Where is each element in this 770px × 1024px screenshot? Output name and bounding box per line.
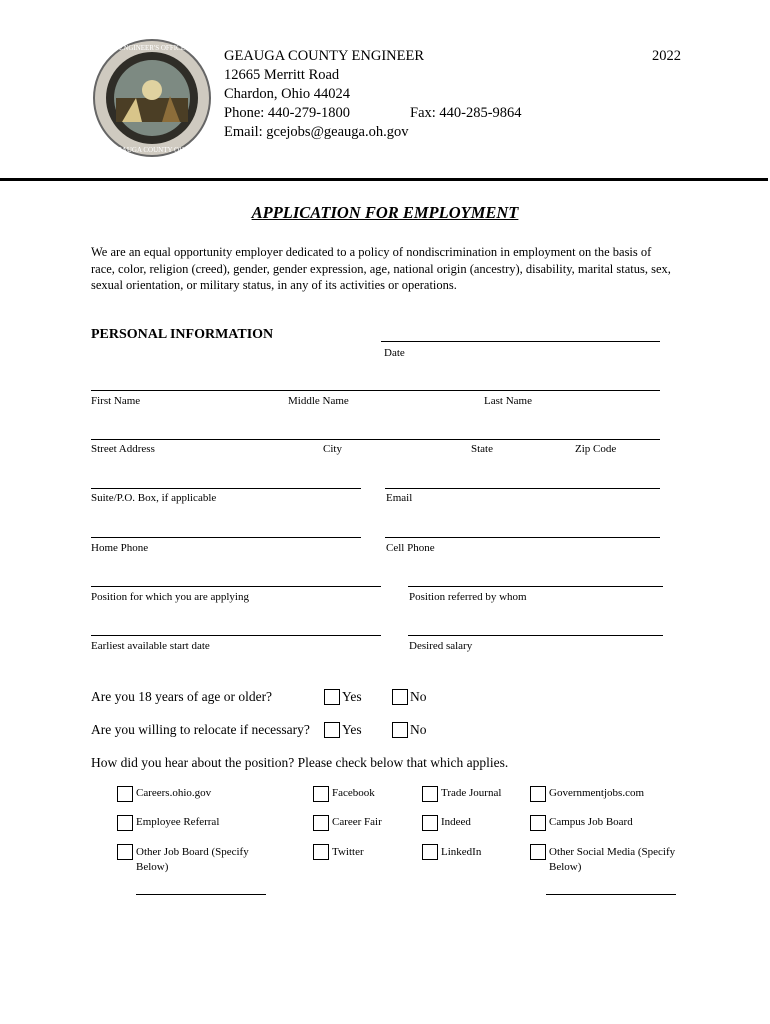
age-no-checkbox[interactable] <box>392 689 408 705</box>
fax-number: Fax: 440-285-9864 <box>410 105 522 121</box>
last-name-label: Last Name <box>484 395 532 407</box>
state-label: State <box>471 443 493 455</box>
facebook-label: Facebook <box>332 787 375 799</box>
email-label: Email <box>386 492 413 504</box>
age-no-label: No <box>410 689 427 704</box>
source-question: How did you hear about the position? Please check below that which applies. <box>91 755 509 770</box>
other-job-board-checkbox[interactable] <box>117 844 133 860</box>
other-job-board-label: Other Job Board (Specify Below) <box>136 846 249 873</box>
employee-referral-checkbox[interactable] <box>117 815 133 831</box>
contact-email: Email: gcejobs@geauga.oh.gov <box>224 124 409 140</box>
other-job-board-specify-line[interactable] <box>136 894 266 895</box>
name-line[interactable] <box>91 390 660 391</box>
position-line[interactable] <box>91 586 381 587</box>
age-yes-checkbox[interactable] <box>324 689 340 705</box>
start-date-line[interactable] <box>91 635 381 636</box>
phone-number: Phone: 440-279-1800 <box>224 105 351 121</box>
career-fair-checkbox[interactable] <box>313 815 329 831</box>
section-heading-personal: PERSONAL INFORMATION <box>91 327 274 342</box>
address-line[interactable] <box>91 439 660 440</box>
referred-label: Position referred by whom <box>409 591 527 603</box>
other-social-media-checkbox[interactable] <box>530 844 546 860</box>
header-divider <box>0 178 768 181</box>
street-label: Street Address <box>91 443 155 455</box>
salary-line[interactable] <box>408 635 663 636</box>
twitter-label: Twitter <box>332 846 364 858</box>
relocate-no-checkbox[interactable] <box>392 722 408 738</box>
other-social-media-label: Other Social Media (Specify Below) <box>549 846 676 873</box>
referred-line[interactable] <box>408 586 663 587</box>
relocate-no-label: No <box>410 722 427 737</box>
other-social-specify-line[interactable] <box>546 894 676 895</box>
campus-job-board-checkbox[interactable] <box>530 815 546 831</box>
start-date-label: Earliest available start date <box>91 640 210 652</box>
age-question: Are you 18 years of age or older? <box>91 689 273 704</box>
trade-journal-checkbox[interactable] <box>422 786 438 802</box>
careers-ohio-label: Careers.ohio.gov <box>136 787 212 799</box>
eeo-statement: We are an equal opportunity employer dedicated to a policy of nondiscrimination in employment on the basis of race, color, religion (creed), gender, gender expression, age, national origin (ancestry), disability, marital status, sex, sexual orientation, or military status, in any of its activities or operations. <box>91 245 671 292</box>
city-label: City <box>323 443 342 455</box>
suite-label: Suite/P.O. Box, if applicable <box>91 492 217 504</box>
cell-phone-label: Cell Phone <box>386 542 435 554</box>
cell-phone-line[interactable] <box>385 537 660 538</box>
suite-line[interactable] <box>91 488 361 489</box>
position-label: Position for which you are applying <box>91 591 249 603</box>
org-name: GEAUGA COUNTY ENGINEER <box>224 48 425 64</box>
address-line-2: Chardon, Ohio 44024 <box>224 86 351 102</box>
email-line[interactable] <box>385 488 660 489</box>
form-year: 2022 <box>652 48 681 64</box>
salary-label: Desired salary <box>409 640 473 652</box>
relocate-yes-label: Yes <box>342 722 362 737</box>
indeed-label: Indeed <box>441 816 471 828</box>
home-phone-label: Home Phone <box>91 542 149 554</box>
age-yes-label: Yes <box>342 689 362 704</box>
campus-job-board-label: Campus Job Board <box>549 816 633 828</box>
relocate-question: Are you willing to relocate if necessary? <box>91 722 310 737</box>
svg-text:ENGINEER'S OFFICE: ENGINEER'S OFFICE <box>118 44 186 52</box>
relocate-yes-checkbox[interactable] <box>324 722 340 738</box>
address-line-1: 12665 Merritt Road <box>224 67 340 83</box>
zip-label: Zip Code <box>575 443 617 455</box>
careers-ohio-checkbox[interactable] <box>117 786 133 802</box>
county-seal-logo <box>92 38 212 158</box>
svg-text:GEAUGA COUNTY OHIO: GEAUGA COUNTY OHIO <box>112 146 192 154</box>
trade-journal-label: Trade Journal <box>441 787 502 799</box>
date-line[interactable] <box>381 341 660 342</box>
linkedin-label: LinkedIn <box>441 846 482 858</box>
linkedin-checkbox[interactable] <box>422 844 438 860</box>
career-fair-label: Career Fair <box>332 816 382 828</box>
page-title: APPLICATION FOR EMPLOYMENT <box>251 203 519 222</box>
governmentjobs-checkbox[interactable] <box>530 786 546 802</box>
middle-name-label: Middle Name <box>288 395 349 407</box>
employee-referral-label: Employee Referral <box>136 816 220 828</box>
facebook-checkbox[interactable] <box>313 786 329 802</box>
twitter-checkbox[interactable] <box>313 844 329 860</box>
first-name-label: First Name <box>91 395 141 407</box>
home-phone-line[interactable] <box>91 537 361 538</box>
governmentjobs-label: Governmentjobs.com <box>549 787 645 799</box>
indeed-checkbox[interactable] <box>422 815 438 831</box>
date-label: Date <box>384 347 405 359</box>
